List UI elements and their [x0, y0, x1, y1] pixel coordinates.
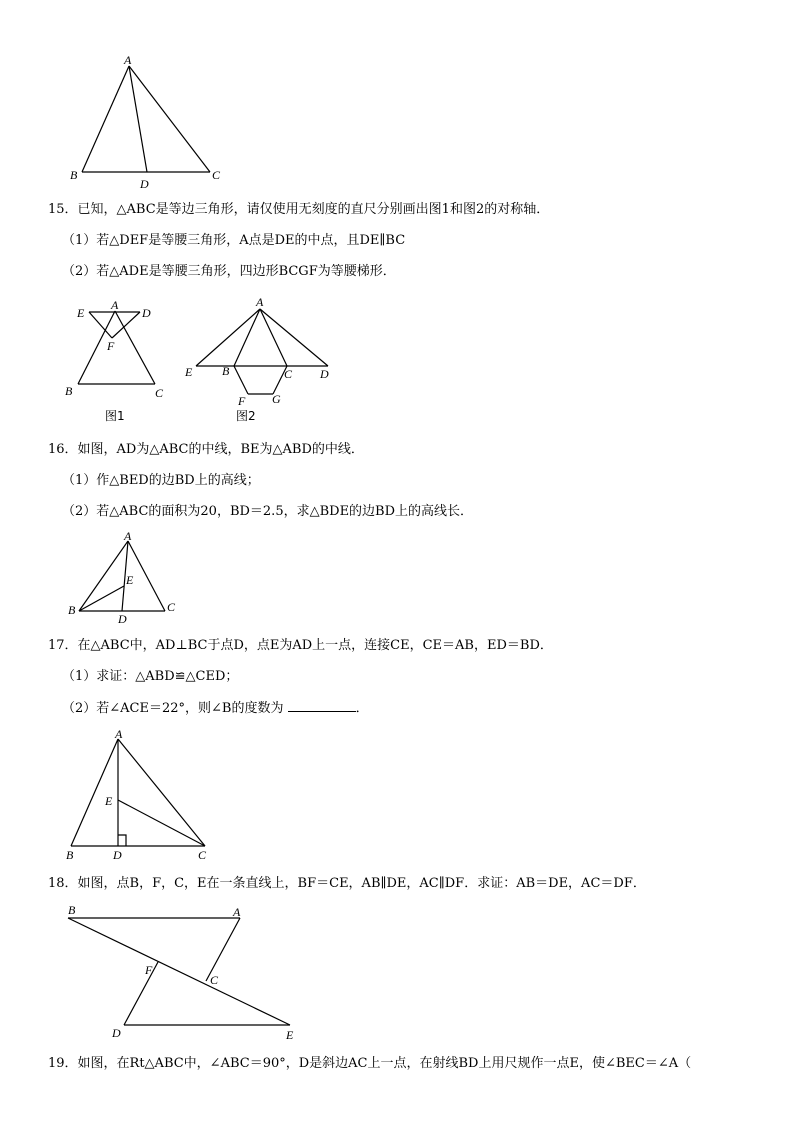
question-17-part2-end: ．	[355, 701, 369, 716]
label-C: C	[212, 168, 221, 182]
question-15-part1: （1）若△DEF是等腰三角形，A点是DE的中点，且DE∥BC	[62, 233, 406, 248]
fig1-label-F: F	[107, 339, 115, 353]
figure-q15	[0, 290, 794, 430]
q17-label-E: E	[105, 794, 113, 808]
figure-q16	[0, 530, 794, 630]
q17-label-A: A	[115, 727, 123, 741]
question-18-stem: 18．如图，点B，F，C，E在一条直线上，BF＝CE，AB∥DE，AC∥DF．求证：AB＝DE，AC＝DF．	[48, 876, 646, 891]
question-16-part2: （2）若△ABC的面积为20，BD＝2.5，求△BDE的边BD上的高线长．	[62, 504, 474, 519]
fig2-label-E: E	[185, 365, 193, 379]
label-A: A	[124, 53, 132, 67]
question-17-part2	[62, 699, 369, 718]
fig1-label-C: C	[155, 386, 164, 400]
q17-label-C: C	[198, 848, 207, 862]
q16-label-D: D	[118, 612, 127, 626]
fig2-caption: 图2	[236, 409, 256, 423]
fig1-label-D: D	[142, 306, 151, 320]
q16-label-B: B	[68, 603, 76, 617]
q18-label-F: F	[145, 963, 153, 977]
fig2-label-B: B	[222, 364, 230, 378]
figure-q18	[0, 900, 794, 1050]
figure-q17	[0, 725, 794, 865]
fig2-label-F: F	[238, 394, 246, 408]
question-15-stem: 15．已知，△ABC是等边三角形，请仅使用无刻度的直尺分别画出图1和图2的对称轴．	[48, 202, 550, 217]
fig1-label-B: B	[65, 384, 73, 398]
fig2-label-C: C	[284, 367, 293, 381]
answer-blank[interactable]	[288, 699, 356, 712]
question-17-part1: （1）求证：△ABD≌△CED；	[62, 669, 239, 684]
q18-label-A: A	[233, 905, 241, 919]
q18-label-C: C	[210, 973, 219, 987]
label-D: D	[140, 177, 149, 191]
fig2-label-G: G	[272, 392, 281, 406]
label-B: B	[70, 168, 78, 182]
fig1-caption: 图1	[105, 409, 125, 423]
question-19-stem: 19．如图，在Rt△ABC中，∠ABC＝90°，D是斜边AC上一点，在射线BD上用尺规作一点E，使∠BEC＝∠A（	[48, 1056, 692, 1071]
q16-label-C: C	[167, 600, 176, 614]
question-16-stem: 16．如图，AD为△ABC的中线，BE为△ABD的中线．	[48, 442, 364, 457]
fig2-label-D: D	[320, 367, 329, 381]
figure-q14-triangle	[0, 0, 794, 200]
fig1-label-E: E	[77, 306, 85, 320]
question-15-part2: （2）若△ADE是等腰三角形，四边形BCGF为等腰梯形．	[62, 264, 396, 279]
q16-label-A: A	[124, 529, 132, 543]
fig2-label-A: A	[256, 295, 264, 309]
q18-label-B: B	[68, 903, 76, 917]
question-16-part1: （1）作△BED的边BD上的高线；	[62, 473, 260, 488]
fig1-label-A: A	[111, 298, 119, 312]
q17-label-B: B	[66, 848, 74, 862]
q17-label-D: D	[113, 848, 122, 862]
q16-label-E: E	[126, 573, 134, 587]
question-17-stem: 17．在△ABC中，AD⊥BC于点D，点E为AD上一点，连接CE，CE＝AB，ED＝BD．	[48, 638, 553, 653]
question-17-part2-text: （2）若∠ACE＝22°，则∠B的度数为	[62, 701, 284, 716]
q18-label-E: E	[286, 1028, 294, 1042]
q18-label-D: D	[112, 1026, 121, 1040]
